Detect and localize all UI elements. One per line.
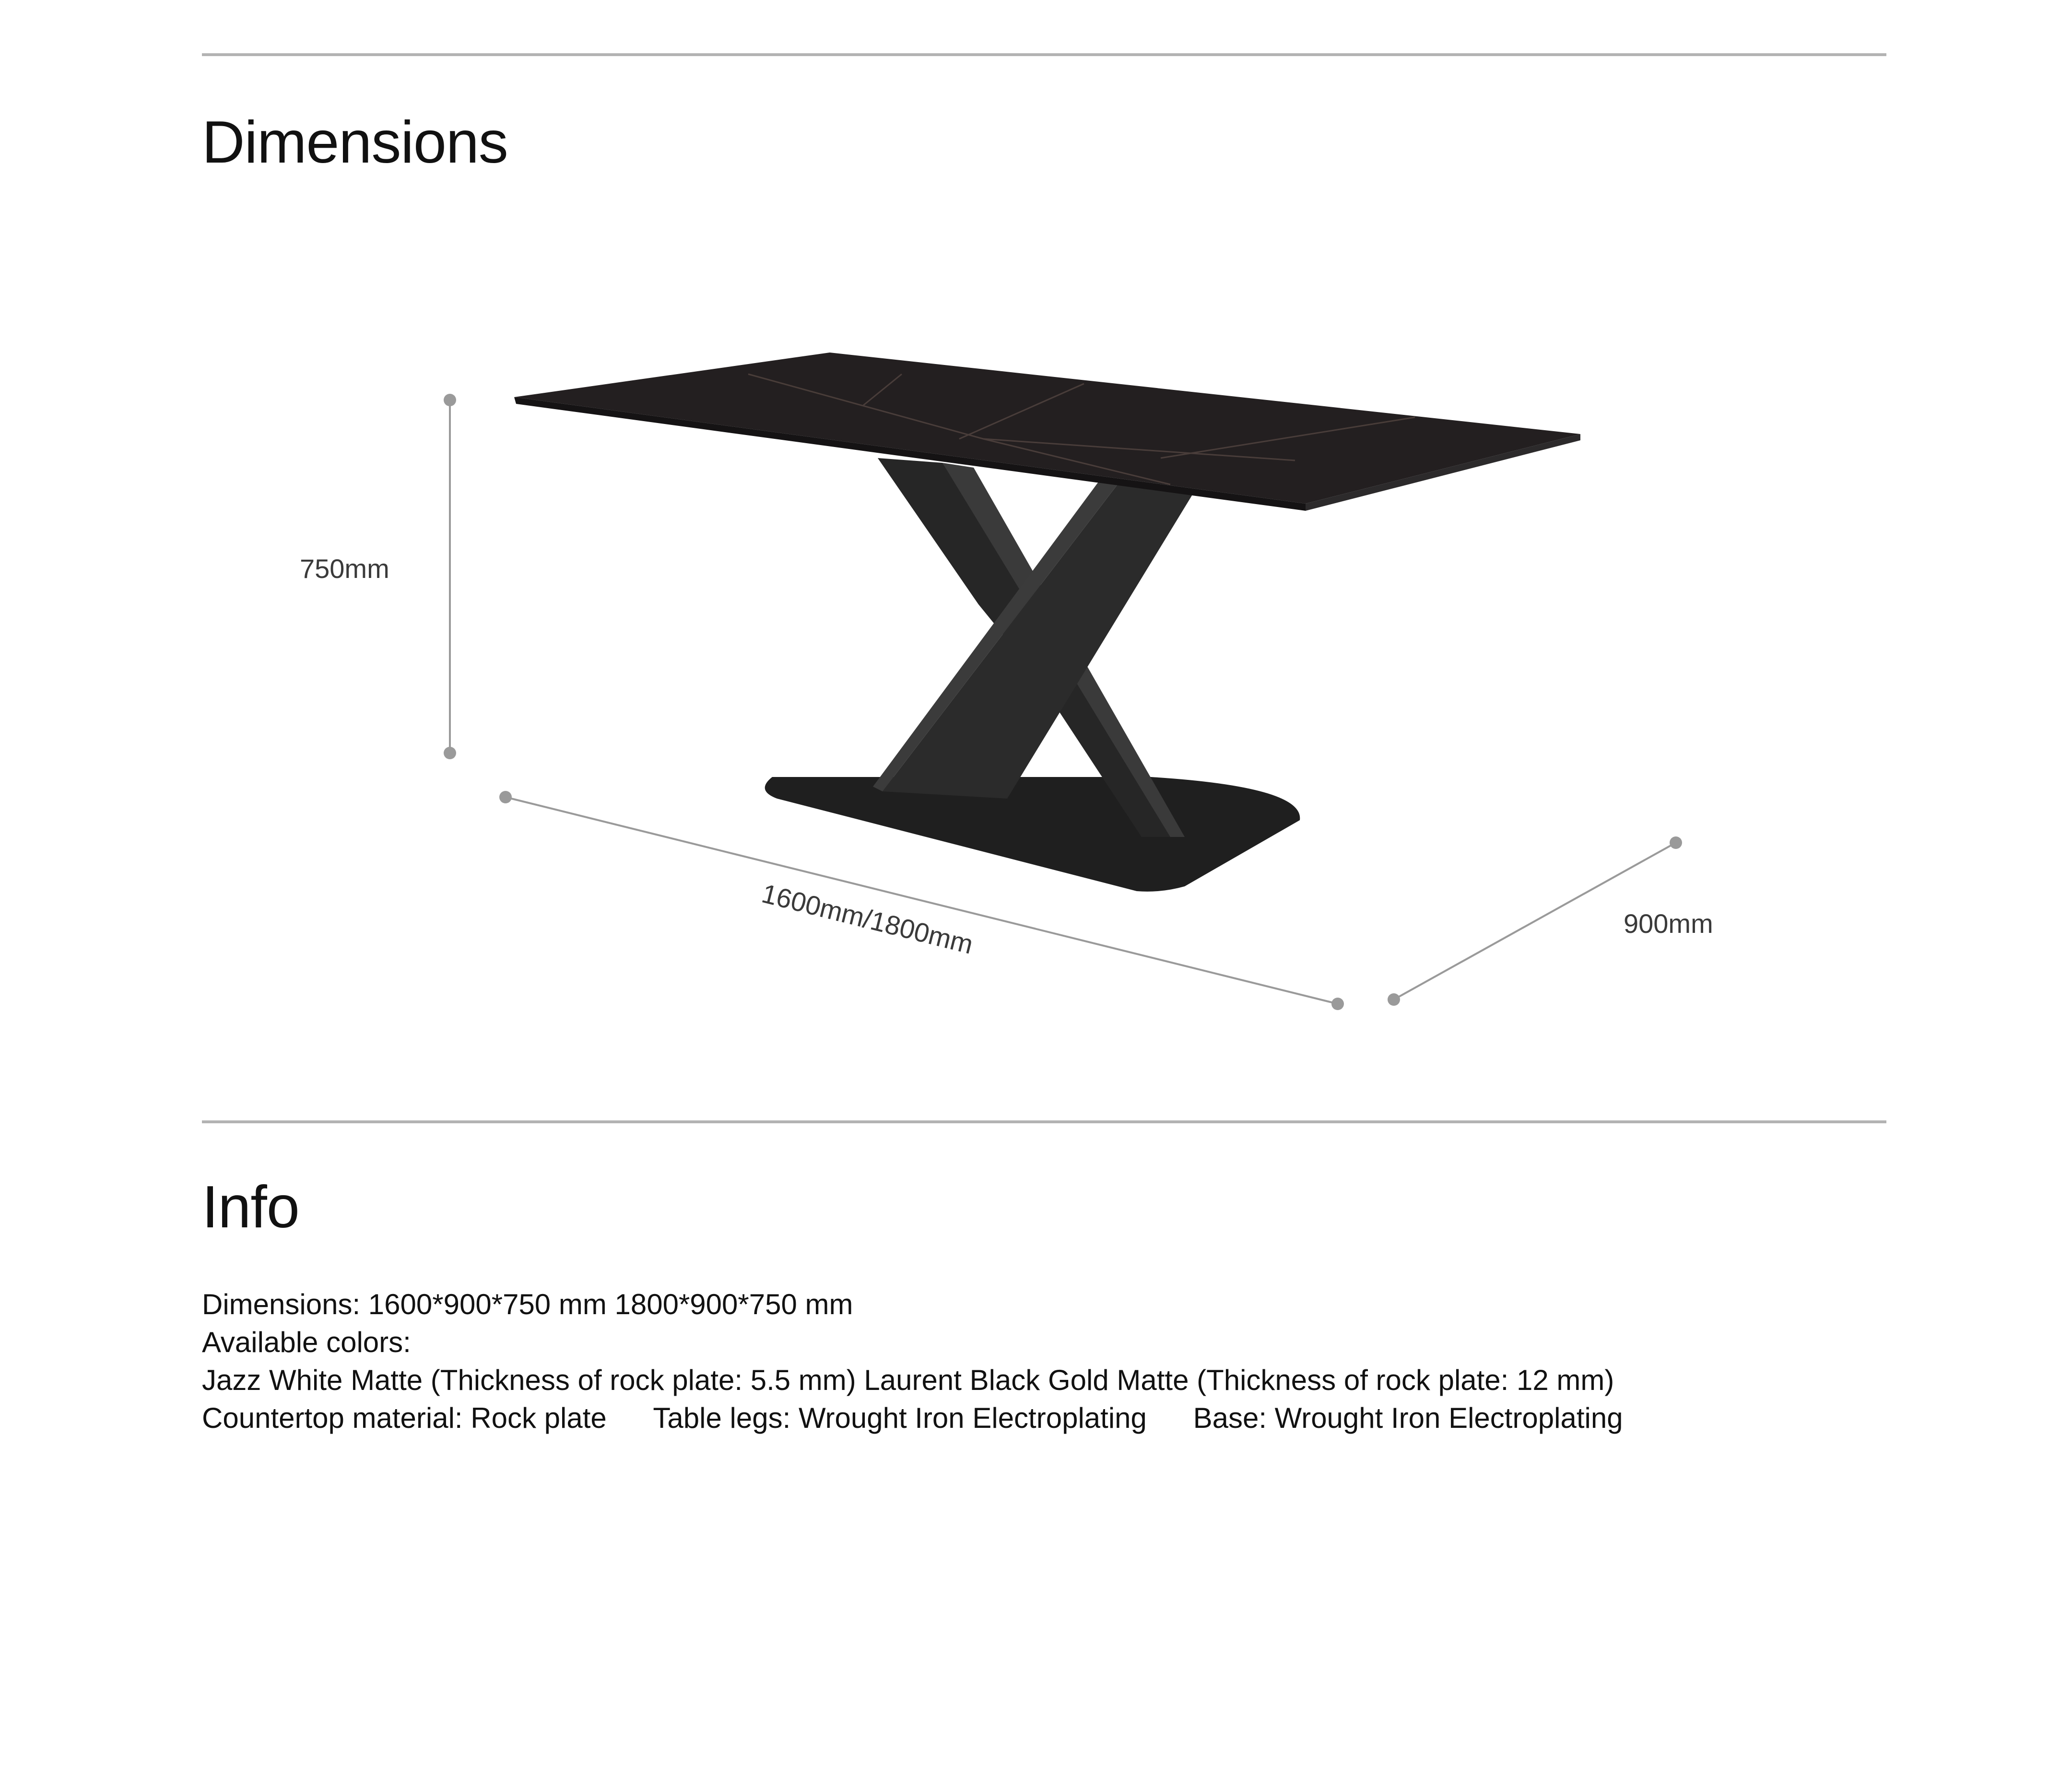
info-heading: Info [202, 1174, 299, 1240]
width-label: 900mm [1624, 908, 1713, 939]
info-colors-detail: Jazz White Matte (Thickness of rock plate: 5.5 mm) Laurent Black Gold Matte (Thickness of rock plate: 12 mm) [202, 1364, 1614, 1396]
dimensions-heading: Dimensions [202, 109, 508, 176]
length-label: 1600mm/1800mm [759, 878, 977, 960]
info-base: Base: Wrought Iron Electroplating [1193, 1402, 1623, 1434]
info-countertop-material: Countertop material: Rock plate [202, 1402, 607, 1434]
height-label: 750mm [300, 553, 389, 584]
table-base-plate [765, 777, 1300, 892]
middle-divider [202, 1120, 1886, 1123]
info-details [202, 1285, 1881, 1437]
height-dimension [444, 394, 456, 759]
info-table-legs: Table legs: Wrought Iron Electroplating [653, 1402, 1147, 1434]
info-available-colors: Available colors: [202, 1326, 411, 1358]
info-materials-row [202, 1399, 1881, 1437]
info-dimensions: Dimensions: 1600*900*750 mm 1800*900*750 mm [202, 1288, 853, 1320]
